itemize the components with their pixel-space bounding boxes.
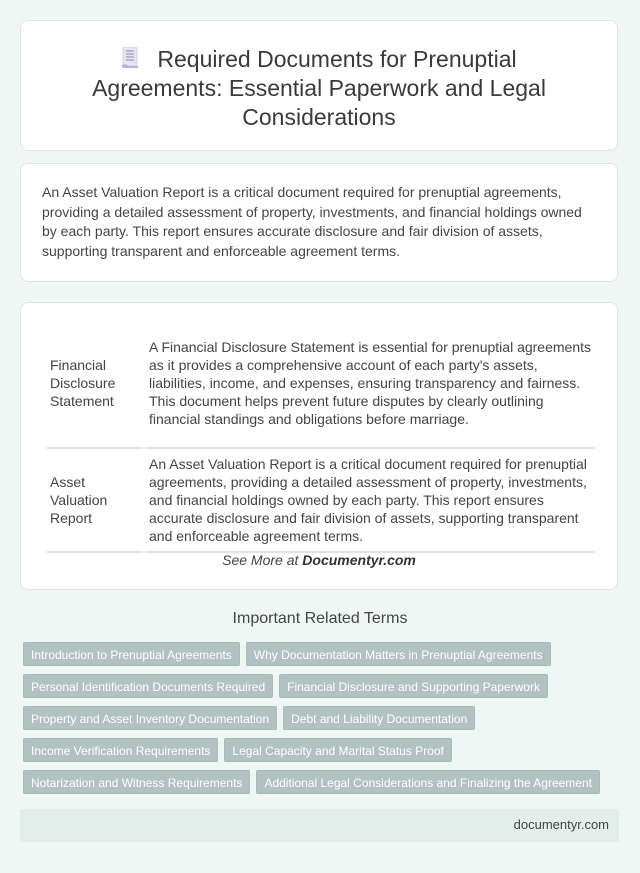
related-tag[interactable]: Financial Disclosure and Supporting Paperwork (279, 674, 548, 698)
documents-table (44, 325, 597, 553)
table-row (46, 325, 595, 449)
see-more-prefix: See More at (222, 552, 303, 568)
title-text: Required Documents for Prenuptial Agreements: Essential Paperwork and Legal Considerations (92, 46, 546, 130)
related-tag[interactable]: Notarization and Witness Requirements (23, 770, 250, 794)
document-icon (121, 47, 139, 69)
see-more (21, 552, 617, 568)
related-tag[interactable]: Legal Capacity and Marital Status Proof (224, 738, 451, 762)
related-tag[interactable]: Introduction to Prenuptial Agreements (23, 642, 240, 666)
table-row (46, 449, 595, 553)
summary-text: An Asset Valuation Report is a critical document required for prenuptial agreements, providing a detailed assessment of property, investments, and financial holdings owned by each party. This report ensures accurate disclosure and fair division of assets, supporting transparent and enforceable agreement terms. (42, 184, 582, 259)
description-cell: An Asset Valuation Report is a critical document required for prenuptial agreements, providing a detailed assessment of property, investments, and financial holdings owned by each party. This report ensures accurate disclosure and fair division of assets, supporting transparent and enforceable agreement terms. (145, 449, 595, 553)
related-tag[interactable]: Additional Legal Considerations and Finalizing the Agreement (256, 770, 600, 794)
see-more-link[interactable]: Documentyr.com (302, 552, 416, 568)
related-tag[interactable]: Why Documentation Matters in Prenuptial Agreements (246, 642, 551, 666)
documents-card (20, 302, 618, 590)
related-tag[interactable]: Property and Asset Inventory Documentation (23, 706, 277, 730)
term-cell: Financial Disclosure Statement (46, 325, 143, 449)
related-tag[interactable]: Personal Identification Documents Required (23, 674, 273, 698)
footer-site[interactable]: documentyr.com (513, 817, 609, 832)
related-tag[interactable]: Debt and Liability Documentation (283, 706, 475, 730)
related-terms-heading: Important Related Terms (232, 610, 408, 627)
title-card (20, 20, 618, 151)
description-cell: A Financial Disclosure Statement is essential for prenuptial agreements as it provides a comprehensive account of each party's assets, liabilities, income, and expenses, ensuring transparency and fairness. This document helps prevent future disputes by clearly outlining financial standings and obligations before marriage. (145, 325, 595, 449)
footer-bar (20, 809, 619, 842)
summary-card (20, 163, 618, 282)
term-cell: Asset Valuation Report (46, 449, 143, 553)
related-tags (23, 642, 613, 802)
related-tag[interactable]: Income Verification Requirements (23, 738, 218, 762)
page-title (61, 45, 577, 132)
